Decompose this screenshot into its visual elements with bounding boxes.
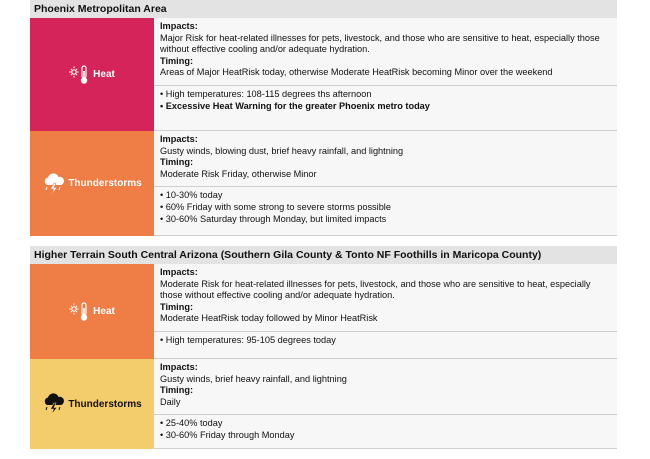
thunderstorm-icon	[42, 393, 66, 415]
timing-text: Daily	[160, 396, 181, 407]
section-header-phoenix: Phoenix Metropolitan Area	[30, 0, 617, 18]
bullet-item: • 60% Friday with some strong to severe storms possible	[160, 201, 391, 212]
bullet-list	[160, 86, 611, 112]
impacts-label: Impacts:	[160, 362, 198, 372]
impacts-label: Impacts:	[160, 134, 198, 144]
bullet-list	[160, 332, 611, 347]
hazard-cell-thunderstorms	[30, 359, 154, 449]
timing-text: Areas of Major HeatRisk today, otherwise Moderate HeatRisk becoming Minor over the weekend	[160, 67, 553, 78]
hazard-row-terrain-thunderstorms	[30, 359, 617, 449]
hazard-details	[154, 359, 617, 449]
hazard-details	[154, 264, 617, 359]
hazard-label: Heat	[93, 306, 115, 317]
bullet-list	[160, 187, 611, 225]
heat-icon	[69, 301, 91, 323]
bullet-item-warning: • Excessive Heat Warning for the greater Phoenix metro today	[160, 100, 430, 111]
hazard-label: Thunderstorms	[68, 178, 142, 189]
impacts-text: Moderate Risk for heat-related illnesses for pets, livestock, and those who are sensitive to heat, especially those without effective cooling and/or adequate hydration.	[160, 278, 591, 301]
impacts-label: Impacts:	[160, 267, 198, 277]
hazard-details	[154, 131, 617, 236]
hazard-cell-thunderstorms	[30, 131, 154, 236]
bullet-list	[160, 415, 611, 441]
bullet-item: • High temperatures: 108-115 degrees ths afternoon	[160, 88, 372, 99]
timing-label: Timing:	[160, 157, 194, 168]
hazard-cell-heat	[30, 264, 154, 359]
impacts-text: Major Risk for heat-related illnesses for pets, livestock, and those who are sensitive to heat, especially those without effective cooling and/or adequate hydration.	[160, 32, 600, 55]
impacts-text: Gusty winds, brief heavy rainfall, and lightning	[160, 373, 347, 384]
hazard-row-terrain-heat	[30, 264, 617, 359]
bullet-item: • 30-60% Saturday through Monday, but limited impacts	[160, 213, 387, 224]
timing-label: Timing:	[160, 55, 194, 66]
bullet-item: • High temperatures: 95-105 degrees today	[160, 334, 336, 345]
hazard-label: Thunderstorms	[68, 398, 142, 410]
bullet-item: • 30-60% Friday through Monday	[160, 429, 295, 440]
timing-label: Timing:	[160, 301, 194, 312]
hazard-row-phoenix-thunderstorms	[30, 131, 617, 236]
timing-text: Moderate HeatRisk today followed by Minor HeatRisk	[160, 313, 378, 324]
impacts-label: Impacts:	[160, 21, 198, 31]
heat-icon	[69, 64, 91, 86]
section-header-higher-terrain: Higher Terrain South Central Arizona (Southern Gila County & Tonto NF Foothills in Maricopa County)	[30, 246, 617, 264]
hazard-cell-heat	[30, 18, 154, 131]
thunderstorm-icon	[42, 173, 66, 195]
impacts-text: Gusty winds, blowing dust, brief heavy rainfall, and lightning	[160, 145, 404, 156]
timing-text: Moderate Risk Friday, otherwise Minor	[160, 168, 317, 179]
timing-label: Timing:	[160, 385, 194, 396]
bullet-item: • 25-40% today	[160, 418, 223, 429]
hazard-label: Heat	[93, 69, 115, 80]
section-gap	[30, 236, 617, 246]
hazard-row-phoenix-heat	[30, 18, 617, 131]
bullet-item: • 10-30% today	[160, 190, 223, 201]
hazard-outlook-table	[30, 0, 617, 449]
hazard-details	[154, 18, 617, 131]
